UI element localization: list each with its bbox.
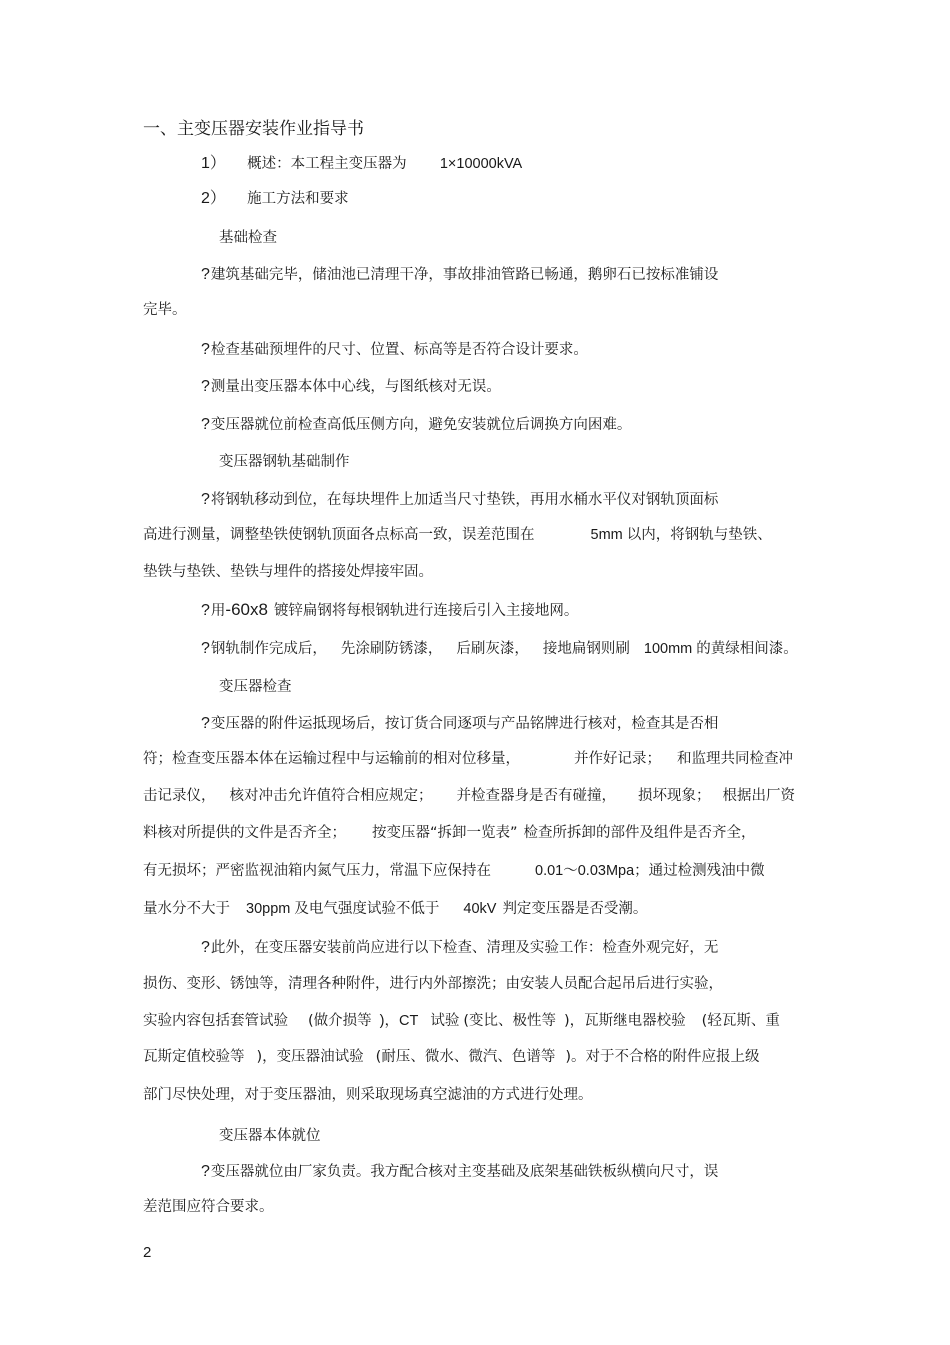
item-2-number: 2）: [201, 190, 226, 207]
item-1: [201, 154, 522, 174]
paragraph-line: [143, 1047, 759, 1067]
text-run: )。对于不合格的附件应报上级: [565, 1049, 760, 1065]
text-run: 瓦斯定值校验等: [143, 1049, 245, 1065]
text-run: 符；检查变压器本体在运输过程中与运输前的相对位移量，: [143, 751, 520, 767]
text-run: 量水分不大于: [143, 901, 230, 917]
paragraph-line: [143, 525, 772, 545]
page-number: 2: [143, 1244, 152, 1261]
text-run: 根据出厂资: [722, 788, 795, 804]
text-run: (耐压、微水、微汽、色谱等: [375, 1049, 556, 1065]
bullet-paragraph: [201, 490, 718, 510]
item-1-value: 1×10000kVA: [439, 156, 523, 172]
text-run: -60x8: [225, 600, 268, 619]
bullet-paragraph: [201, 1162, 718, 1182]
paragraph-line: 检查基础预埋件的尺寸、位置、标高等是否符合设计要求。: [210, 342, 588, 358]
paragraph-line: 建筑基础完毕，储油池已清理干净，事故排油管路已畅通，鹅卵石已按标准铺设: [210, 267, 719, 283]
text-run: 试验: [430, 1013, 460, 1029]
section-title-rail-foundation: 变压器钢轨基础制作: [219, 454, 350, 470]
paragraph-line: [143, 749, 793, 769]
text-run: (轻瓦斯、重: [701, 1013, 780, 1029]
bullet-marker: ?: [201, 266, 210, 283]
bullet-marker: ?: [201, 1163, 210, 1180]
bullet-marker: ?: [201, 491, 210, 508]
text-run: 并检查器身是否有碰撞，: [456, 788, 616, 804]
section-title-foundation-check: 基础检查: [219, 230, 277, 246]
item-2-text: 施工方法和要求: [247, 191, 349, 207]
paragraph-line: 将钢轨移动到位，在每块埋件上加适当尺寸垫铁，再用水桶水平仪对钢轨顶面标: [210, 492, 719, 508]
text-run: 30ppm 及电气强度试验不低于: [246, 901, 440, 917]
text-run: )，变压器油试验: [256, 1049, 364, 1065]
paragraph-line: 变压器就位由厂家负责。我方配合核对主变基础及底架基础铁板纵横向尺寸，误: [210, 1164, 719, 1180]
item-1-number: 1）: [201, 155, 226, 172]
text-run: 料核对所提供的文件是否齐全；: [143, 825, 346, 841]
bullet-paragraph: [201, 639, 798, 659]
paragraph-line: 差范围应符合要求。: [143, 1199, 274, 1215]
item-1-text: 概述：本工程主变压器为: [247, 156, 407, 172]
text-run: 按变压器“拆卸一览表”: [372, 825, 518, 841]
text-run: 5mm 以内，将钢轨与垫铁、: [590, 527, 772, 543]
text-run: 后刷灰漆，: [456, 641, 529, 657]
text-run: 0.01～0.03Mpa；通过检测残油中微: [535, 863, 765, 879]
text-run: 判定变压器是否受潮。: [502, 901, 648, 917]
text-run: 损坏现象；: [638, 788, 711, 804]
section-title-transformer-check: 变压器检查: [219, 679, 292, 695]
text-run: )，CT: [379, 1013, 419, 1029]
text-run: 钢轨制作完成后，: [210, 641, 327, 657]
text-run: 核对冲击允许值符合相应规定；: [229, 788, 433, 804]
text-run: 镀锌扁钢将每根钢轨进行连接后引入主接地网。: [273, 603, 579, 619]
text-run: )，瓦斯继电器校验: [564, 1013, 686, 1029]
bullet-marker: ?: [201, 416, 210, 433]
text-run: 40kV: [463, 901, 497, 917]
bullet-marker: ?: [201, 715, 210, 732]
bullet-paragraph: [201, 600, 578, 621]
text-run: 实验内容包括套管试验: [143, 1013, 288, 1029]
text-run: (做介损等: [308, 1013, 372, 1029]
paragraph-line: 测量出变压器本体中心线，与图纸核对无误。: [210, 379, 501, 395]
bullet-marker: ?: [201, 378, 210, 395]
text-run: (变比、极性等: [463, 1013, 557, 1029]
bullet-paragraph: [201, 377, 501, 397]
bullet-paragraph: [201, 265, 718, 285]
paragraph-line: [143, 1011, 780, 1031]
text-run: 检查所拆卸的部件及组件是否齐全，: [523, 825, 756, 841]
text-run: 100mm 的黄绿相间漆。: [643, 641, 798, 657]
section-title-transformer-positioning: 变压器本体就位: [219, 1128, 321, 1144]
paragraph-line: 此外，在变压器安装前尚应进行以下检查、清理及实验工作：检查外观完好，无: [210, 940, 719, 956]
bullet-marker: ?: [201, 602, 210, 619]
paragraph-line: 部门尽快处理，对于变压器油，则采取现场真空滤油的方式进行处理。: [143, 1087, 593, 1103]
paragraph-line: 损伤、变形、锈蚀等，清理各种附件，进行内外部擦洗；由安装人员配合起吊后进行实验，: [143, 976, 723, 992]
paragraph-line: 完毕。: [143, 302, 187, 318]
bullet-paragraph: [201, 415, 631, 435]
document-heading: 一、主变压器安装作业指导书: [143, 119, 364, 139]
paragraph-line: [143, 786, 795, 806]
bullet-marker: ?: [201, 341, 210, 358]
paragraph-line: 变压器就位前检查高低压侧方向，避免安装就位后调换方向困难。: [210, 417, 632, 433]
bullet-marker: ?: [201, 939, 210, 956]
text-run: 和监理共同检查冲: [677, 751, 793, 767]
text-run: 用: [210, 603, 226, 619]
item-2: [201, 189, 349, 209]
paragraph-line: 垫铁与垫铁、垫铁与埋件的搭接处焊接牢固。: [143, 564, 433, 580]
bullet-paragraph: [201, 938, 718, 958]
bullet-paragraph: [201, 714, 718, 734]
text-run: 并作好记录；: [574, 751, 661, 767]
text-run: 接地扁钢则刷: [542, 641, 630, 657]
text-run: 先涂刷防锈漆，: [340, 641, 443, 657]
paragraph-line: [143, 823, 756, 843]
paragraph-line: 变压器的附件运抵现场后，按订货合同逐项与产品铭牌进行核对，检查其是否相: [210, 716, 719, 732]
paragraph-line: [143, 899, 647, 919]
text-run: 击记录仪，: [143, 788, 216, 804]
paragraph-line: [143, 861, 765, 881]
bullet-marker: ?: [201, 640, 210, 657]
text-run: 有无损坏；严密监视油箱内氮气压力，常温下应保持在: [143, 863, 491, 879]
bullet-paragraph: [201, 340, 588, 360]
text-run: 高进行测量，调整垫铁使钢轨顶面各点标高一致，误差范围在: [143, 527, 535, 543]
